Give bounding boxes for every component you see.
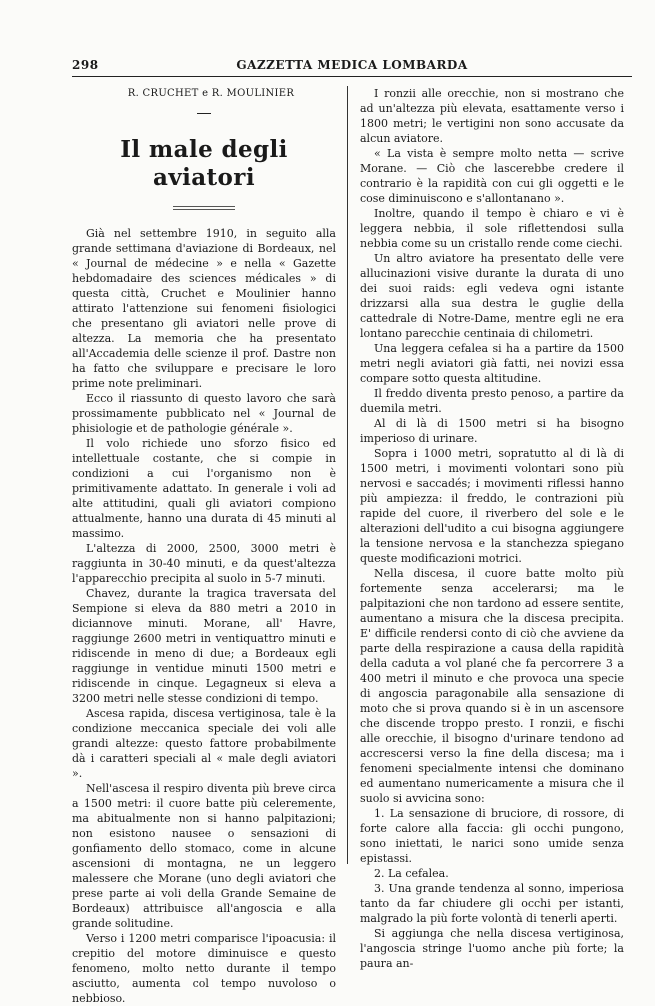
- title-rule: [173, 206, 235, 207]
- page-header: [72, 58, 632, 74]
- header-rule: [72, 76, 632, 77]
- list-item: 3. Una grande tendenza al sonno, imperiosa tanto da far chiudere gli occhi per istanti, malgrado la più forte volontà di tenerli aperti.: [360, 882, 624, 925]
- left-column: [72, 86, 336, 1006]
- paragraph: Già nel settembre 1910, in seguito alla grande settimana d'aviazione di Bordeaux, nel « Journal de médecine » e nella « Gazette hebdomadaire des sciences médicales » di questa città, Cruchet e Moulinier hanno attirato l'attenzione sui fenomeni fisiologici che presentano gli aviatori nelle prove di altezza. La memoria che ha presentato all'Accademia delle scienze il prof. Dastre non ha fatto che sviluppare e precisare le loro prime note preliminari.: [72, 227, 336, 390]
- paragraph: Sopra i 1000 metri, sopratutto al di là di 1500 metri, i movimenti volontari sono più nervosi e saccadés; i movimenti riflessi hanno più ampiezza: il freddo, le contrazioni più rapide del cuore, il riverbero del sole e le alterazioni dell'udito a cui bisogna aggiungere la tensione nervosa e la stanchezza spiegano queste modificazioni motrici.: [360, 447, 624, 565]
- running-title: GAZZETTA MEDICA LOMBARDA: [236, 58, 468, 72]
- article-title: Il male degli aviatori: [120, 136, 288, 191]
- paragraph: Inoltre, quando il tempo è chiaro e vi è leggera nebbia, il sole riflettendosi sulla nebbia come su un cristallo rende come ciechi.: [360, 207, 624, 250]
- column-divider: [347, 86, 348, 864]
- paragraph: Ascesa rapida, discesa vertiginosa, tale è la condizione meccanica speciale dei voli alle grandi altezze: questo fattore probabilmente dà i caratteri speciali al « male degli aviatori ».: [72, 707, 336, 780]
- paragraph: Una leggera cefalea si ha a partire da 1500 metri negli aviatori già fatti, nei novizi essa compare sotto questa altitudine.: [360, 342, 624, 385]
- list-item: 1. La sensazione di bruciore, di rossore, di forte calore alla faccia: gli occhi pungono, sono iniettati, le narici sono umide senza epistassi.: [360, 807, 624, 865]
- article-authors: R. CRUCHET e R. MOULINIER: [127, 88, 295, 99]
- paragraph: Ecco il riassunto di questo lavoro che sarà prossimamente pubblicato nel « Journal de phisiologie et de pathologie générale ».: [72, 392, 336, 435]
- paragraph: Chavez, durante la tragica traversata del Sempione si eleva da 880 metri a 2010 in diciannove minuti. Morane, all' Havre, raggiunge 2600 metri in ventiquattro minuti e ridiscende in meno di due; a Bordeaux egli raggiunge in ventidue minuti 1500 metri e ridiscende in cinque. Legagneux si eleva a 3200 metri nelle stesse condizioni di tempo.: [72, 587, 336, 705]
- paragraph: I ronzii alle orecchie, non si mostrano che ad un'altezza più elevata, esattamente verso i 1800 metri; le vertigini non sono accusate da alcun aviatore.: [360, 87, 624, 145]
- paragraph: Nell'ascesa il respiro diventa più breve circa a 1500 metri: il cuore batte più celeremente, ma abitualmente non si hanno palpitazioni; non esistono nausee o sensazioni di gonfiamento dello stomaco, come in alcune ascensioni di montagna, ne un leggero malessere che Morane (uno degli aviatori che prese parte ai voli della Grande Semaine de Bordeaux) attribuisce all'angoscia e alla grande solitudine.: [72, 782, 336, 930]
- title-rule-double: [173, 209, 235, 210]
- paragraph: Nella discesa, il cuore batte molto più fortemente senza accelerarsi; ma le palpitazioni che non tardono ad essere sentite, aumentano a misura che la discesa precipita. E' difficile rendersi conto di ciò che avviene da parte della respirazione a causa della rapidità della caduta a vol plané che fa percorrere 3 a 400 metri il minuto e che provoca una specie di angoscia paragonabile alla sensazione di moto che si prova quando si è in un ascensore che discende troppo presto. I ronzii, e fischi alle orecchie, il bisogno d'urinare tendono ad accrescersi verso la fine della discesa; ma i fenomeni specialmente intensi che dominano ed aumentano numericamente a misura che il suolo si avvicina sono:: [360, 567, 624, 805]
- paragraph: « La vista è sempre molto netta — scrive Morane. — Ciò che lascerebbe credere il contrario è la rapidità con cui gli oggetti e le cose diminuiscono e s'allontanano ».: [360, 147, 624, 205]
- list-item: 2. La cefalea.: [374, 867, 449, 880]
- right-column: [360, 86, 624, 971]
- paragraph: Al di là di 1500 metri si ha bisogno imperioso di urinare.: [360, 417, 624, 445]
- paragraph: Il freddo diventa presto penoso, a partire da duemila metri.: [360, 387, 624, 415]
- paragraph: Il volo richiede uno sforzo fisico ed intellettuale costante, che si compie in condizioni a cui l'organismo non è primitivamente adattato. In generale i voli ad alte attitudini, quali gli aviatori compiono attualmente, hanno una durata di 45 minuti al massimo.: [72, 437, 336, 540]
- paragraph: Verso i 1200 metri comparisce l'ipoacusia: il crepitio del motore diminuisce e questo fenomeno, molto netto durante il tempo asciutto, aumenta col tempo nuvoloso o nebbioso.: [72, 932, 336, 1005]
- paragraph: Un altro aviatore ha presentato delle vere allucinazioni visive durante la durata di uno dei suoi raids: egli vedeva ogni istante drizzarsi alla sua destra le guglie della cattedrale di Notre-Dame, mentre egli ne era lontano parecchie centinaia di chilometri.: [360, 252, 624, 340]
- paragraph: Si aggiunga che nella discesa vertiginosa, l'angoscia stringe l'uomo anche più forte; la paura an-: [360, 927, 624, 970]
- byline-dash: [197, 113, 211, 114]
- page-number: 298: [72, 58, 99, 72]
- paragraph: L'altezza di 2000, 2500, 3000 metri è raggiunta in 30-40 minuti, e da quest'altezza l'apparecchio precipita al suolo in 5-7 minuti.: [72, 542, 336, 585]
